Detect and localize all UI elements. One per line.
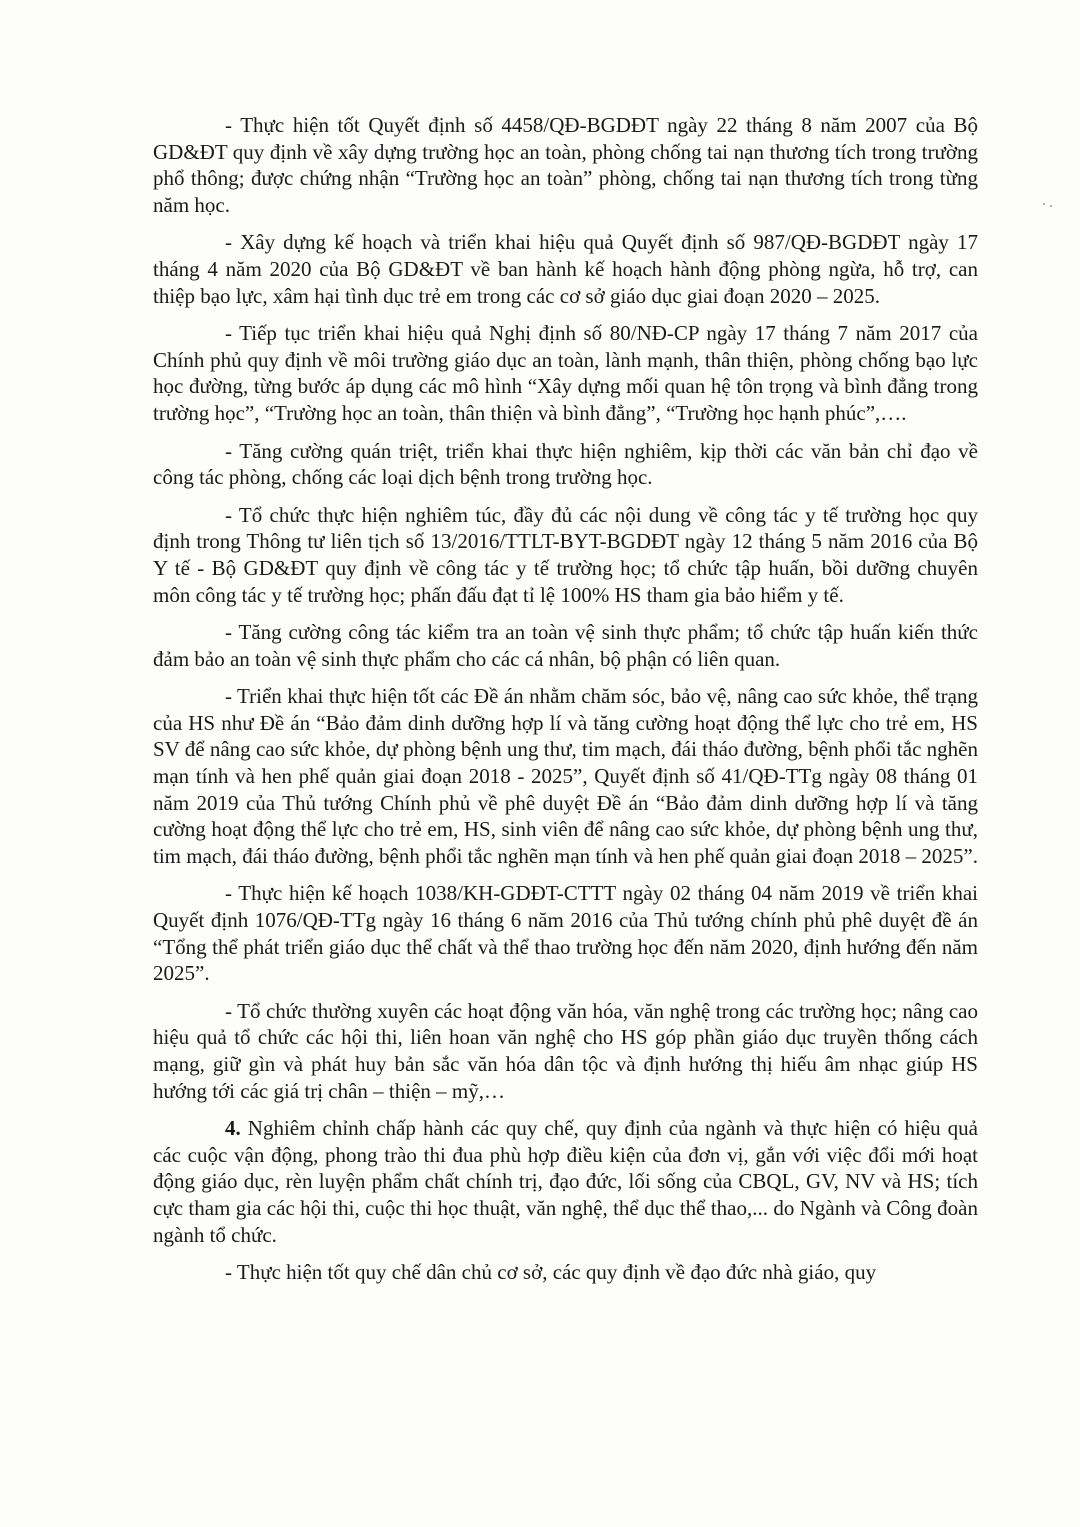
paragraph-disease-prevention: - Tăng cường quán triệt, triển khai thực hiện nghiêm, kịp thời các văn bản chỉ đạo về công tác phòng, chống các loại dịch bệnh trong trường học. (153, 438, 978, 490)
section-number: 4. (225, 1116, 241, 1141)
scan-speck (1050, 205, 1052, 207)
paragraph-school-health: - Tổ chức thực hiện nghiêm túc, đầy đủ các nội dung về công tác y tế trường học quy định trong Thông tư liên tịch số 13/2016/TTLT-BYT-BGDĐT ngày 12 tháng 5 năm 2016 của Bộ Y tế - Bộ GD&ĐT quy định về công tác y tế trường học; tổ chức tập huấn, bồi dưỡng chuyên môn công tác y tế trường học; phấn đấu đạt tỉ lệ 100% HS tham gia bảo hiểm y tế. (153, 502, 978, 607)
paragraph-section-4 (153, 1115, 978, 1248)
document-body (153, 112, 978, 1286)
section-4-text: Nghiêm chỉnh chấp hành các quy chế, quy định của ngành và thực hiện có hiệu quả các cuộc vận động, phong trào thi đua phù hợp điều kiện của đơn vị, gắn với việc đổi mới hoạt động giáo dục, rèn luyện phẩm chất chính trị, đạo đức, lối sống của CBQL, GV, NV và HS; tích cực tham gia các hội thi, cuộc thi học thuật, văn nghệ, thể dục thể thao,... do Ngành và Công đoàn ngành tổ chức. (153, 1116, 978, 1247)
paragraph-nutrition-projects: - Triển khai thực hiện tốt các Đề án nhằm chăm sóc, bảo vệ, nâng cao sức khỏe, thể trạng của HS như Đề án “Bảo đảm dinh dưỡng hợp lí và tăng cường hoạt động thể lực cho trẻ em, HS SV để nâng cao sức khỏe, dự phòng bệnh ung thư, tim mạch, đái tháo đường, bệnh phổi tắc nghẽn mạn tính và hen phế quản giai đoạn 2018 - 2025”, Quyết định số 41/QĐ-TTg ngày 08 tháng 01 năm 2019 của Thủ tướng Chính phủ về phê duyệt Đề án “Bảo đảm dinh dưỡng hợp lí và tăng cường hoạt động thể lực cho trẻ em, HS, sinh viên để nâng cao sức khỏe, dự phòng bệnh ung thư, tim mạch, đái tháo đường, bệnh phổi tắc nghẽn mạn tính và hen phế quản giai đoạn 2018 – 2025”. (153, 684, 978, 868)
paragraph-violence-prevention-plan: - Xây dựng kế hoạch và triển khai hiệu quả Quyết định số 987/QĐ-BGDĐT ngày 17 tháng 4 năm 2020 của Bộ GD&ĐT về ban hành kế hoạch hành động phòng ngừa, hỗ trợ, can thiệp bạo lực, xâm hại tình dục trẻ em trong các cơ sở giáo dục giai đoạn 2020 – 2025. (153, 230, 978, 308)
paragraph-food-safety: - Tăng cường công tác kiểm tra an toàn vệ sinh thực phẩm; tổ chức tập huấn kiến thức đảm bảo an toàn vệ sinh thực phẩm cho các cá nhân, bộ phận có liên quan. (153, 620, 978, 671)
paragraph-plan-1038: - Thực hiện kế hoạch 1038/KH-GDĐT-CTTT ngày 02 tháng 04 năm 2019 về triển khai Quyết định 1076/QĐ-TTg ngày 16 tháng 6 năm 2016 của Thủ tướng chính phủ phê duyệt đề án “Tổng thể phát triển giáo dục thể chất và thể thao trường học đến năm 2020, định hướng đến năm 2025”. (153, 881, 978, 986)
paragraph-decree-80: - Tiếp tục triển khai hiệu quả Nghị định số 80/NĐ-CP ngày 17 tháng 7 năm 2017 của Chính phủ quy định về môi trường giáo dục an toàn, lành mạnh, thân thiện, phòng chống bạo lực học đường, từng bước áp dụng các mô hình “Xây dựng mối quan hệ tôn trọng và bình đẳng trong trường học”, “Trường học an toàn, thân thiện và bình đẳng”, “Trường học hạnh phúc”,…. (153, 321, 978, 425)
paragraph-cultural-activities: - Tổ chức thường xuyên các hoạt động văn hóa, văn nghệ trong các trường học; nâng cao hiệu quả tổ chức các hội thi, liên hoan văn nghệ cho HS góp phần giáo dục truyền thống cách mạng, giữ gìn và phát huy bản sắc văn hóa dân tộc và định hướng thị hiếu âm nhạc giúp HS hướng tới các giá trị chân – thiện – mỹ,… (153, 998, 978, 1103)
scan-speck (1043, 203, 1045, 205)
paragraph-democracy-rules: - Thực hiện tốt quy chế dân chủ cơ sở, các quy định về đạo đức nhà giáo, quy (225, 1260, 877, 1285)
paragraph-school-safety: - Thực hiện tốt Quyết định số 4458/QĐ-BGDĐT ngày 22 tháng 8 năm 2007 của Bộ GD&ĐT quy định về xây dựng trường học an toàn, phòng chống tai nạn thương tích trong trường phổ thông; được chứng nhận “Trường học an toàn” phòng, chống tai nạn thương tích trong từng năm học. (153, 113, 978, 217)
